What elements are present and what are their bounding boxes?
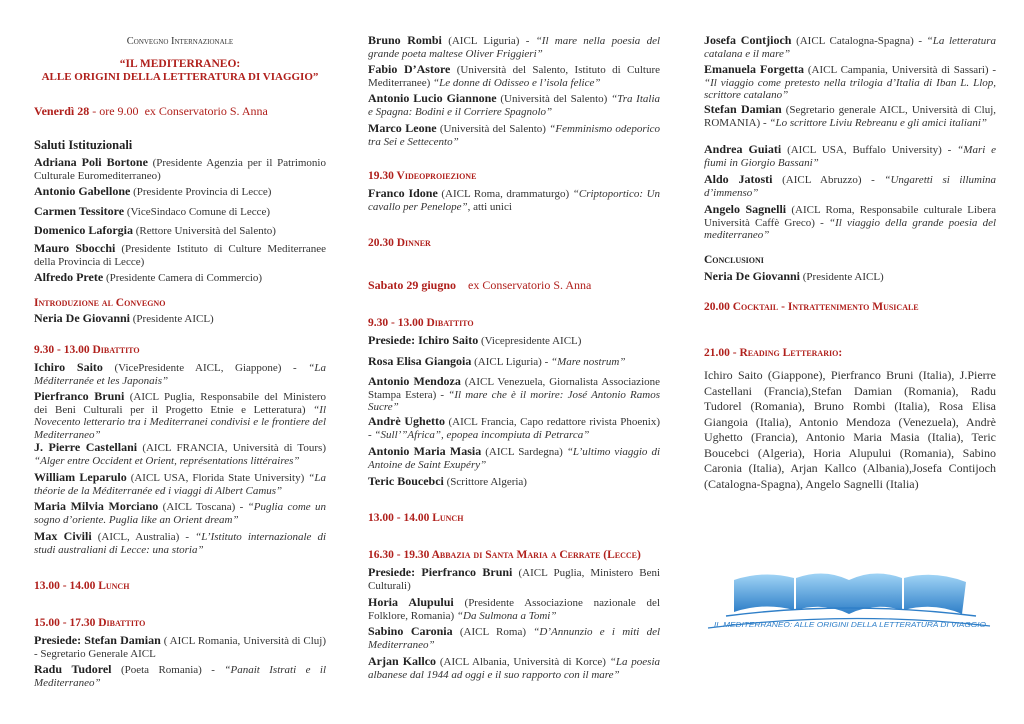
intro-heading: Introduzione al Convegno [34,297,166,309]
day1-day: Venerdì 28 [34,104,90,118]
speaker-item: Antonio Maria Masia (AICL Sardegna) “L’ultimo viaggio di Antoine de Saint Exupéry” [368,444,661,471]
day1-heading [34,104,326,118]
speaker-item: Bruno Rombi (AICL Liguria) - “Il mare nella poesia del grande poeta maltese Oliver Friggieri” [368,33,661,60]
day1-time: - ore 9.00 [92,104,139,118]
speaker-item: Stefan Damian (Segretario generale AICL, Università di Cluj, ROMANIA) - “Lo scrittore Liviu Rebreanu e gli amici italiani” [704,102,997,129]
conference-logo [704,570,994,632]
conclusioni-item: Neria De Giovanni (Presidente AICL) [704,269,884,283]
speaker-item: Angelo Sagnelli (AICL Roma, Responsabile culturale Libera Università Caffè Greco) - “Il viaggio della grande poesia del mediterraneo” [704,202,997,242]
speaker-item: Radu Tudorel (Poeta Romania) - “Panait Istrati e il Mediterraneo” [34,662,326,689]
speaker-item: Rosa Elisa Giangoia (AICL Liguria) - “Mare nostrum” [368,354,626,368]
day2-place: ex Conservatorio S. Anna [468,278,592,292]
speaker-item: Horia Alupului (Presidente Associazione nazionale del Folklore, Romania) “Da Sulmona a Tomi” [368,595,660,622]
title-line-2: ALLE ORIGINI DELLA LETTERATURA DI VIAGGIO” [41,71,319,83]
chair-item: Presiede: Stefan Damian ( AICL Romania, Università di Cluj) - Segretario Generale AICL [34,633,327,660]
speaker-item: Teric Boucebci (Scrittore Algeria) [368,474,527,488]
dinner-heading: 20.30 Dinner [368,237,431,249]
speaker-item: William Leparulo (AICL USA, Florida State University) “La théorie de la Méditerranée ed i viaggi di Albert Camus” [34,470,326,497]
speaker-item: Pierfranco Bruni (AICL Puglia, Responsabile del Ministero dei Beni Culturali per il Progetto Etnie e Letteratura) “Il Novecento letterario tra i Mediterranei condivisi e le frontiere del Mediterraneo” [34,389,327,441]
video-heading: 19.30 Videoproiezione [368,170,477,182]
chair-item: Presiede: Pierfranco Bruni (AICL Puglia, Ministero Beni Culturali) [368,565,661,592]
speaker-item: Fabio D’Astore (Università del Salento, Istituto di Culture Mediterranee) “Le donne di Odisseo e l’isola felice” [368,62,660,89]
speaker-item: Emanuela Forgetta (AICL Campania, Università di Sassari) - “Il viaggio come pretesto nella trilogia d’Italia di Iban L. Llop, scrittore catalano” [704,62,997,102]
conclusioni-heading: Conclusioni [704,254,764,266]
saluti-item: Mauro Sbocchi (Presidente Istituto di Culture Mediterranee della Provincia di Lecce) [34,241,327,268]
dibattito-4-heading: 16.30 - 19.30 Abbazia di Santa Maria a Cerrate (Lecce) [368,549,641,561]
speaker-item: Arjan Kallco (AICL Albania, Università di Korce) “La poesia albanese dal 1944 ad oggi e il suo rapporto con il mare” [368,654,660,681]
speaker-item: Andrea Guiati (AICL USA, Buffalo University) - “Mari e fiumi in Giorgio Bassani” [704,142,997,169]
speaker-item: Maria Milvia Morciano (AICL Toscana) - “Puglia come un sogno d’oriente. Puglia like an Orient dream” [34,499,326,526]
day1-place: ex Conservatorio S. Anna [144,104,268,118]
open-book-icon [704,570,994,632]
saluti-heading: Saluti Istituzionali [34,138,133,152]
dibattito-1-heading: 9.30 - 13.00 Dibattito [34,344,140,356]
title-line-1: “IL MEDITERRANEO: [119,58,241,70]
chair-item: Presiede: Ichiro Saito (Vicepresidente AICL) [368,333,582,347]
speaker-item: Antonio Lucio Giannone (Università del Salento) “Tra Italia e Spagna: Bodini e il Corriere Spagnolo” [368,91,661,118]
logo-text: IL MEDITERRANEO: ALLE ORIGINI DELLA LETTERATURA DI VIAGGIO [714,620,987,629]
lunch-2-heading: 13.00 - 14.00 Lunch [368,512,464,524]
saluti-item: Carmen Tessitore (ViceSindaco Comune di Lecce) [34,204,271,218]
speaker-item: Sabino Caronia (AICL Roma) “D’Annunzio e i miti del Mediterraneo” [368,624,661,651]
speaker-item: Andrè Ughetto (AICL Francia, Capo redattore rivista Phoenix) - “Sull’”Africa”, epopea incompiuta di Petrarca” [368,414,661,441]
saluti-item: Adriana Poli Bortone (Presidente Agenzia per il Patrimonio Culturale Euromediterraneo) [34,155,326,182]
convegno-label: Convegno Internazionale [126,36,234,47]
lunch-1-heading: 13.00 - 14.00 Lunch [34,580,130,592]
speaker-item: Aldo Jatosti (AICL Abruzzo) - “Ungaretti si illumina d’immenso” [704,172,997,199]
dibattito-2-heading: 15.00 - 17.30 Dibattito [34,617,146,629]
speaker-item: Josefa Contjioch (AICL Catalogna-Spagna) - “La letteratura catalana e il mare” [704,33,997,60]
day2-day: Sabato 29 giugno [368,278,457,292]
saluti-item: Domenico Laforgia (Rettore Università del Salento) [34,223,276,237]
video-item: Franco Idone (AICL Roma, drammaturgo) “Criptoportico: Un cavallo per Penelope”, atti unici [368,186,661,213]
cocktail-heading: 20.00 Cocktail - Intrattenimento Musicale [704,301,919,313]
speaker-item: Antonio Mendoza (AICL Venezuela, Giornalista Associazione Stampa Estera) - “Il mare che è il morire: José Antonio Ramos Sucre” [368,374,661,414]
intro-item: Neria De Giovanni (Presidente AICL) [34,311,214,325]
speaker-item: Marco Leone (Università del Salento) “Femminismo odeporico tra Sei e Settecento” [368,121,661,148]
reading-list: Ichiro Saito (Giappone), Pierfranco Bruni (Italia), J.Pierre Castellani (Francia),Stefan Damian (Romania), Radu Tudorel (Romania), Bruno Rombi (Italia), Rosa Elisa Giangoia (Italia), Antonio Mendoza (Venezuela), Andrè Ughetto (Francia), Antonio Maria Masia (Italia), Teric Boucebci (Algeria), Horia Alupului (Romania), Sabino Caronia (Italia), Arjan Kallco (Albania),Josefa Contijoch (Catalogna-Spagna), Angelo Sagnelli (Italia) [704,368,996,491]
speaker-item: Max Civili (AICL, Australia) - “L’Istituto internazionale di studi australiani di Lecce: una storia” [34,529,327,556]
speaker-item: J. Pierre Castellani (AICL FRANCIA, Università di Tours) “Alger entre Occident et Orient, représentations littéraires” [34,440,326,467]
saluti-item: Antonio Gabellone (Presidente Provincia di Lecce) [34,184,272,198]
dibattito-3-heading: 9.30 - 13.00 Dibattito [368,317,474,329]
saluti-item: Alfredo Prete (Presidente Camera di Commercio) [34,270,263,284]
day2-heading [368,278,660,292]
reading-heading: 21.00 - Reading Letterario: [704,347,843,359]
speaker-item: Ichiro Saito (VicePresidente AICL, Giappone) - “La Méditerranée et les Japonais” [34,360,326,387]
